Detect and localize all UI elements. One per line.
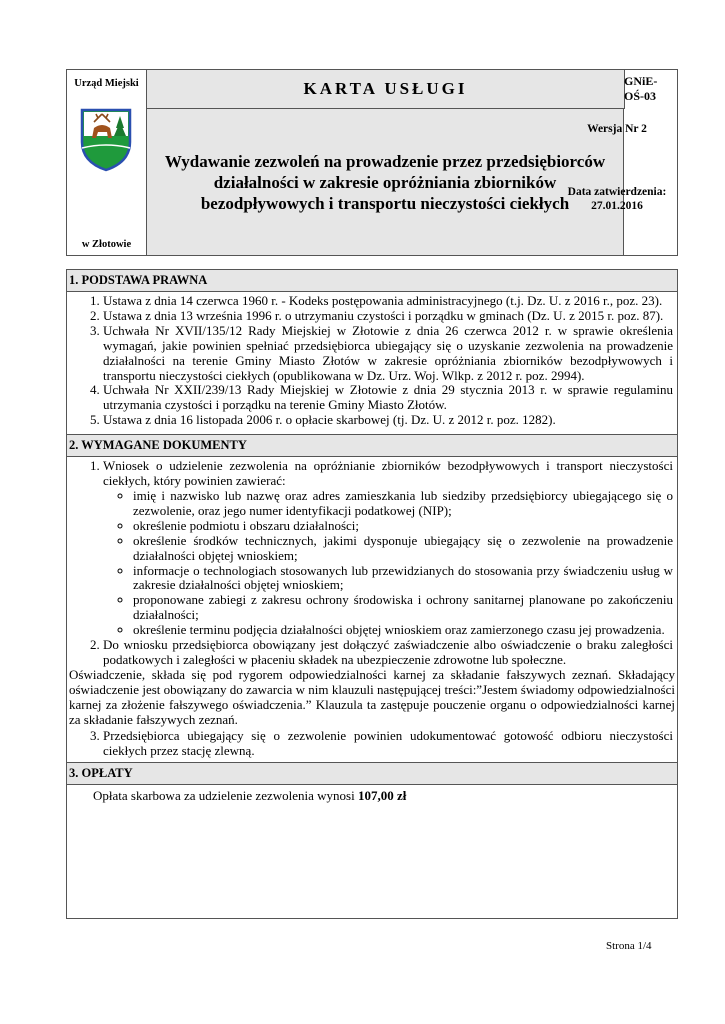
approval-date-label: Data zatwierdzenia: [567, 186, 667, 198]
bullet-item: ◦ imię i nazwisko lub nazwę oraz adres zamieszkania lub siedziby przedsiębiorcy ubiegającego się o zezwolenie, oraz jego numer identyfikacji podatkowej (NIP); [133, 489, 673, 519]
section-title: 3. OPŁATY [67, 762, 677, 785]
header-right-column [624, 70, 676, 255]
office-logo-cell [67, 70, 147, 255]
service-card-header [66, 69, 678, 256]
version-label: Wersja Nr 2 [587, 123, 647, 135]
office-name-top: Urząd Miejski [74, 78, 139, 89]
list-item [103, 459, 673, 638]
list-item-text: Wniosek o udzielenie zezwolenia na opróżnianie zbiorników bezodpływowych i transport nieczystości ciekłych, który powinien zawierać: [103, 458, 673, 489]
section-legal-basis [67, 270, 677, 428]
list-item: 2. Do wniosku przedsiębiorca obowiązany jest dołączyć zaświadczenie albo oświadczenie o braku zaległości podatkowych i zaległości w płaceniu składek na ubezpieczenie zdrowotne lub społeczne. [103, 638, 673, 668]
bullet-item: ◦ proponowane zabiegi z zakresu ochrony środowiska i ochrony sanitarnej planowane po zakończeniu działalności; [133, 593, 673, 623]
bullet-item: ◦ określenie podmiotu i obszaru działalności; [133, 519, 673, 534]
list-item: 1. Ustawa z dnia 14 czerwca 1960 r. - Kodeks postępowania administracyjnego (t.j. Dz. U. z 2016 r., poz. 23). [103, 294, 673, 309]
fee-line [67, 785, 677, 808]
section-fees [67, 762, 677, 808]
page-number: Strona 1/4 [606, 940, 652, 952]
fee-amount: 107,00 zł [357, 788, 407, 804]
fee-text: Opłata skarbowa za udzielenie zezwolenia wynosi [93, 788, 355, 804]
card-title: KARTA USŁUGI [147, 70, 625, 109]
section-title: 2. WYMAGANE DOKUMENTY [67, 434, 677, 457]
list-item: 4. Uchwała Nr XXII/239/13 Rady Miejskiej w Złotowie z dnia 29 stycznia 2013 r. w sprawie regulaminu utrzymania czystości i porządku na terenie Gminy Miasto Złotów. [103, 383, 673, 413]
service-subject: Wydawanie zezwoleń na prowadzenie przez przedsiębiorców działalności w zakresie opróżniania zbiorników bezodpływowych i transportu nieczystości ciekłych [147, 109, 624, 255]
document-code: GNiE-OŚ-03 [624, 74, 658, 103]
section-required-documents [67, 434, 677, 759]
list-item: 3. Uchwała Nr XVII/135/12 Rady Miejskiej w Złotowie z dnia 26 czerwca 2012 r. w sprawie określenia wymagań, jakie powinien spełniać przedsiębiorca ubiegający się o uzyskanie zezwolenia na prowadzenie działalności na terenie Gminy Miasto Złotów w zakresie opróżniania zbiorników bezodpływowych i transportu nieczystości ciekłych (opublikowana w Dz. Urz. Woj. Wlkp. z 2012 r. poz. 2994). [103, 324, 673, 384]
section-title: 1. PODSTAWA PRAWNA [67, 270, 677, 292]
approval-date: 27.01.2016 [591, 200, 643, 212]
coat-of-arms-icon [80, 108, 132, 172]
bullet-item: ◦ określenie terminu podjęcia działalności objętej wnioskiem oraz zamierzonego czasu jej prowadzenia. [133, 623, 673, 638]
service-card-body [66, 269, 678, 919]
list-item: 5. Ustawa z dnia 16 listopada 2006 r. o opłacie skarbowej (tj. Dz. U. z 2012 r. poz. 1282). [103, 413, 673, 428]
bullet-item: ◦ informacje o technologiach stosowanych lub przewidzianych do stosowania przy świadczeniu usług w zakresie działalności objętej wnioskiem; [133, 564, 673, 594]
list-item: 3. Przedsiębiorca ubiegający się o zezwolenie powinien udokumentować gotowość odbioru nieczystości ciekłych przez stację zlewną. [103, 729, 673, 759]
office-name-bottom: w Złotowie [81, 239, 132, 250]
list-item: 2. Ustawa z dnia 13 września 1996 r. o utrzymaniu czystości i porządku w gminach (Dz. U. z 2015 r. poz. 87). [103, 309, 673, 324]
bullet-item: ◦ określenie środków technicznych, jakimi dysponuje ubiegający się o zezwolenie na prowadzenie działalności objętej wnioskiem; [133, 534, 673, 564]
statement-paragraph: Oświadczenie, składa się pod rygorem odpowiedzialności karnej za składanie fałszywych zeznań. Składający oświadczenie jest obowiązany do zawarcia w nim klauzuli następującej treści:”Jestem świadomy odpowiedzialności karnej za złożenie fałszywego oświadczenia.” Klauzula ta zastępuje pouczenie organu o odpowiedzialności karnej za składanie fałszywych zeznań. [69, 666, 675, 727]
